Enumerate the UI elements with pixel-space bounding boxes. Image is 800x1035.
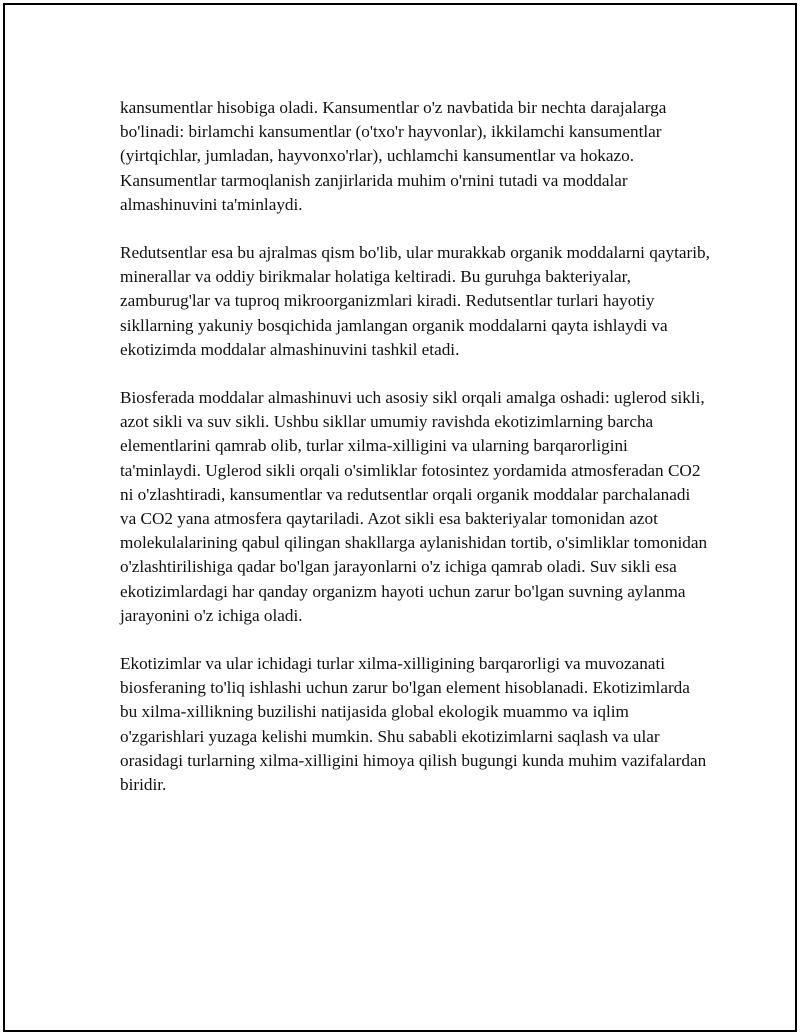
paragraph-ecosystem-stability: Ekotizimlar va ular ichidagi turlar xilma-xilligining barqarorligi va muvozanati biosferaning to'liq ishlashi uchun zarur bo'lgan element hisoblanadi. Ekotizimlarda bu xilma-xillikning buzilishi natijasida global ekologik muammo va iqlim o'zgarishlari yuzaga kelishi mumkin. Shu sababli ekotizimlarni saqlash va ular orasidagi turlarning xilma-xilligini himoya qilish bugungi kunda muhim vazifalardan biridir. xyxy=(120,654,707,795)
page-frame xyxy=(3,3,797,1032)
paragraph-decomposers: Redutsentlar esa bu ajralmas qism bo'lib, ular murakkab organik moddalarni qaytarib, minerallar va oddiy birikmalar holatiga keltiradi. Bu guruhga bakteriyalar, zamburug'lar va tuproq mikroorganizmlari kiradi. Redutsentlar turlari hayotiy sikllarning yakuniy bosqichida jamlangan organik moddalarni qayta ishlaydi va ekotizimda moddalar almashinuvini tashkil etadi. xyxy=(120,243,710,359)
paragraph-biosphere-cycles: Biosferada moddalar almashinuvi uch asosiy sikl orqali amalga oshadi: uglerod sikli, azot sikli va suv sikli. Ushbu sikllar umumiy ravishda ekotizimlarning barcha elementlarini qamrab olib, turlar xilma-xilligini va ularning barqarorligini ta'minlaydi. Uglerod sikli orqali o'simliklar fotosintez yordamida atmosferadan CO2 ni o'zlashtiradi, kansumentlar va redutsentlar orqali organik moddalar parchalanadi va CO2 yana atmosfera qaytariladi. Azot sikli esa bakteriyalar tomonidan azot molekulalarining qabul qilingan shakllarga aylanishidan tortib, o'simliklar tomonidan o'zlashtirilishiga qadar bo'lgan jarayonlarni o'z ichiga qamrab oladi. Suv sikli esa ekotizimlardagi har qanday organizm hayoti uchun zarur bo'lgan suvning aylanma jarayonini o'z ichiga oladi. xyxy=(120,388,708,625)
paragraph-consumers: kansumentlar hisobiga oladi. Kansumentlar o'z navbatida bir nechta darajalarga bo'linadi: birlamchi kansumentlar (o'txo'r hayvonlar), ikkilamchi kansumentlar (yirtqichlar, jumladan, hayvonxo'rlar), uchlamchi kansumentlar va hokazo. Kansumentlar tarmoqlanish zanjirlarida muhim o'rnini tutadi va moddalar almashinuvini ta'minlaydi. xyxy=(120,98,667,214)
document-body xyxy=(120,96,710,821)
